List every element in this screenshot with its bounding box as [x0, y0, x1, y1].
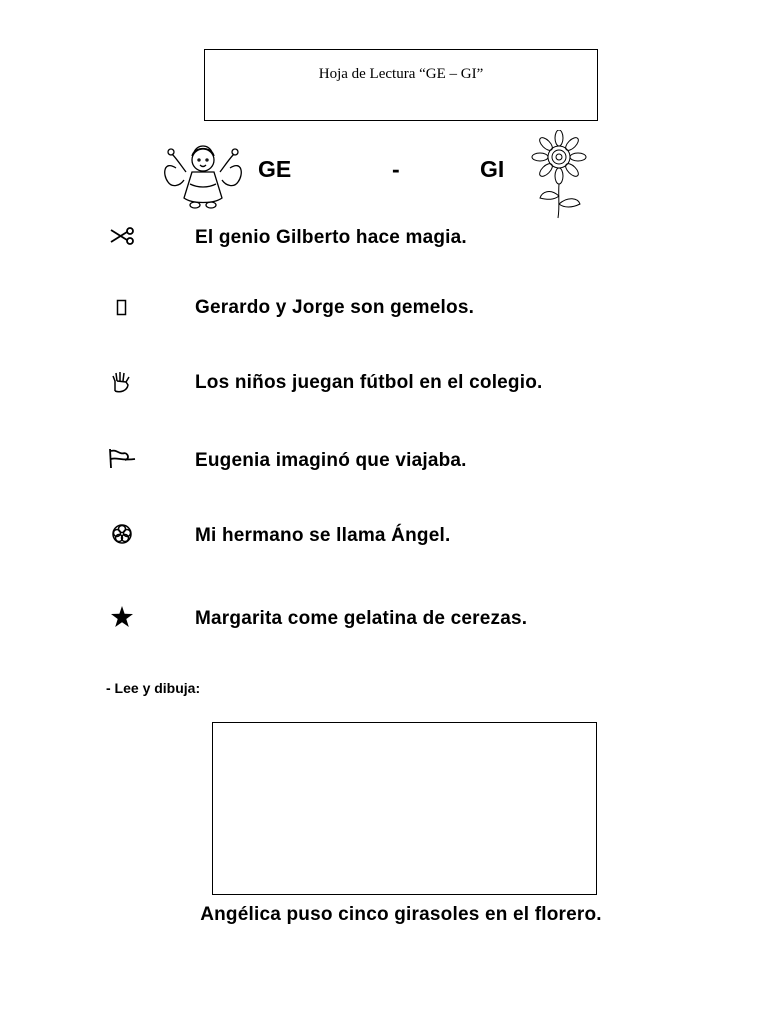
- scissors-icon: [106, 224, 138, 248]
- activity-caption: Angélica puso cinco girasoles en el florero.: [200, 904, 602, 925]
- sentence-1: El genio Gilberto hace magia.: [195, 227, 467, 248]
- sentence-4: Eugenia imaginó que viajaba.: [195, 450, 467, 471]
- syllable-dash: -: [392, 156, 400, 182]
- missing-glyph-icon: [106, 296, 138, 320]
- sunflower-icon: [528, 130, 590, 220]
- sentence-3: Los niños juegan fútbol en el colegio.: [195, 372, 543, 393]
- syllable-gi: GI: [480, 156, 505, 182]
- angel-icon: [162, 138, 244, 214]
- sentence-5: Mi hermano se llama Ángel.: [195, 525, 451, 546]
- syllable-ge: GE: [258, 156, 292, 182]
- flag-icon: [106, 446, 138, 470]
- worksheet-title: Hoja de Lectura “GE – GI”: [318, 66, 484, 82]
- sentence-2: Gerardo y Jorge son gemelos.: [195, 297, 475, 318]
- drawing-area[interactable]: [212, 722, 597, 895]
- hand-icon: [106, 370, 138, 394]
- flower-icon: [106, 522, 138, 546]
- activity-instruction: - Lee y dibuja:: [106, 680, 201, 696]
- star-icon: [106, 605, 138, 629]
- title-box: [204, 49, 598, 121]
- sentence-6: Margarita come gelatina de cerezas.: [195, 608, 528, 629]
